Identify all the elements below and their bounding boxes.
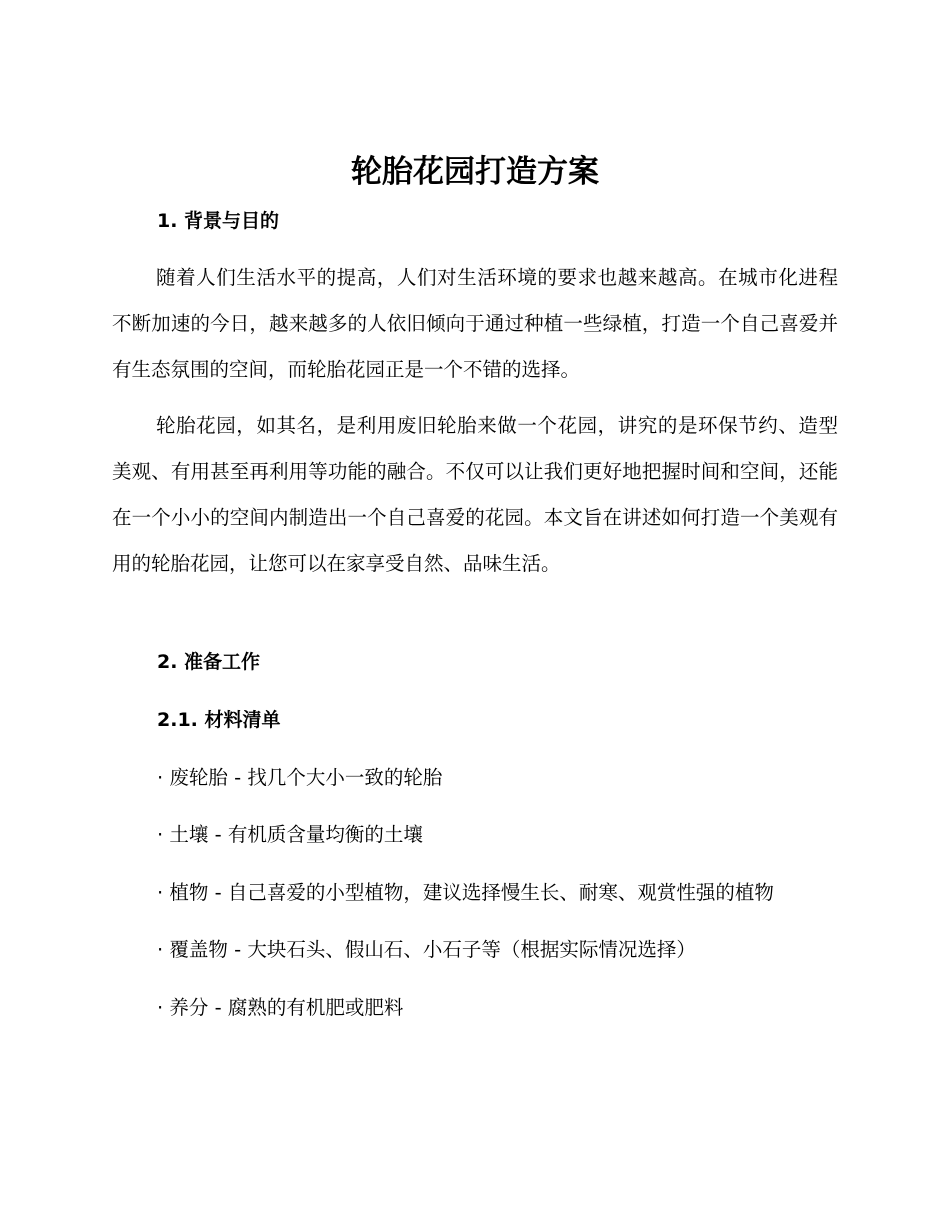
document-title: 轮胎花园打造方案 bbox=[351, 154, 599, 190]
subsection-heading-materials: 2.1. 材料清单 bbox=[157, 709, 281, 731]
material-item-tires: · 废轮胎 - 找几个大小一致的轮胎 bbox=[157, 766, 443, 789]
section-heading-preparation: 2. 准备工作 bbox=[157, 651, 261, 673]
paragraph-background-2: 轮胎花园，如其名，是利用废旧轮胎来做一个花园，讲究的是环保节约、造型美观、有用甚至再利用等功能的融合。不仅可以让我们更好地把握时间和空间，还能在一个小小的空间内制造出一个自己喜爱的花园。本文旨在讲述如何打造一个美观有用的轮胎花园，让您可以在家享受自然、品味生活。 bbox=[112, 414, 838, 575]
section-heading-background: 1. 背景与目的 bbox=[157, 210, 280, 232]
material-item-soil: · 土壤 - 有机质含量均衡的土壤 bbox=[157, 823, 423, 846]
paragraph-background-1: 随着人们生活水平的提高，人们对生活环境的要求也越来越高。在城市化进程不断加速的今日，越来越多的人依旧倾向于通过种植一些绿植，打造一个自己喜爱并有生态氛围的空间，而轮胎花园正是一个不错的选择。 bbox=[112, 266, 838, 381]
material-item-nutrients: · 养分 - 腐熟的有机肥或肥料 bbox=[157, 996, 404, 1019]
material-item-cover: · 覆盖物 - 大块石头、假山石、小石子等（根据实际情况选择） bbox=[157, 938, 696, 961]
material-item-plants: · 植物 - 自己喜爱的小型植物，建议选择慢生长、耐寒、观赏性强的植物 bbox=[157, 881, 774, 904]
